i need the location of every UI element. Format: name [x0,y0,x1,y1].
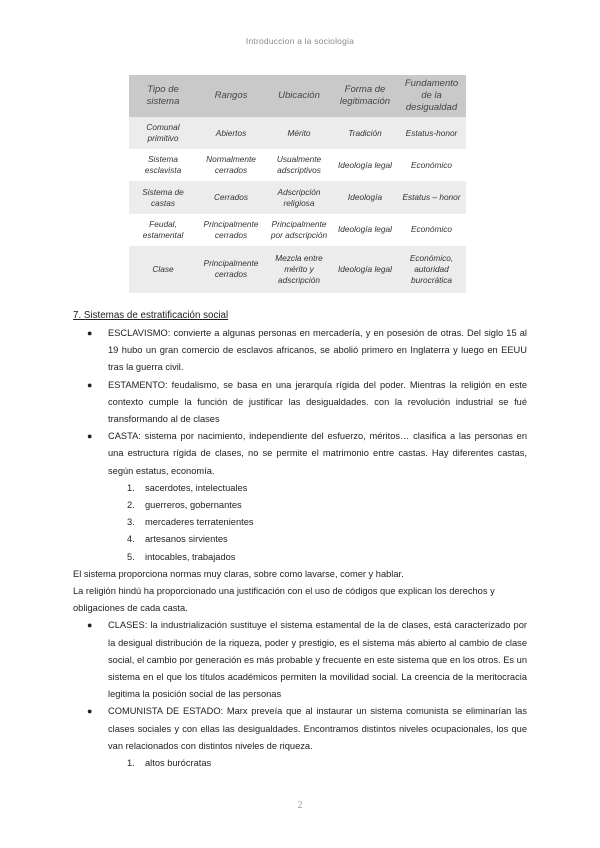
table-cell: Estatus-honor [397,117,466,149]
table-cell: Feudal, estamental [129,214,197,246]
list-item [73,703,527,755]
table-row [129,149,466,181]
table-cell: Ideología [333,181,397,213]
table-cell: Ideología legal [333,149,397,181]
table-cell: Clase [129,246,197,293]
paragraph: La religión hindú ha proporcionado una justificación con el uso de códigos que explican los derechos y obligaciones de cada casta. [73,586,495,614]
bullet-icon: ● [87,328,93,338]
table-row [129,246,466,293]
numbered-item: 1. sacerdotes, intelectuales [127,482,248,493]
table-row [129,181,466,213]
numbered-item-text: mercaderes terratenientes [145,517,254,528]
list-item [73,325,527,377]
numbered-item: 4. artesanos sirvientes [127,534,228,545]
numbered-item-text: sacerdotes, intelectuales [145,482,248,493]
table-row [129,117,466,149]
page-number: 2 [297,800,303,811]
table-header-cell: Tipo de sistema [129,75,197,117]
bullet-icon: ● [87,379,93,390]
numbered-item: 2. guerreros, gobernantes [127,500,242,511]
stratification-table-grid [129,75,466,293]
numbered-item: 1. altos burócratas [127,758,212,769]
list-item-text: ESTAMENTO: feudalismo, se basa en una jerarquía rígida del poder. Mientras la religión en este contexto cumple la función de justificar las desigualdades. con la revolución industrial se fué transformando al de clases [108,379,527,425]
table-cell: Sistema esclavista [129,149,197,181]
bullet-icon: ● [87,620,93,631]
numbered-item-text: artesanos sirvientes [145,534,228,545]
numbered-item-text: guerreros, gobernantes [145,500,242,511]
table-cell: Ideología legal [333,246,397,293]
list-item-text: COMUNISTA DE ESTADO: Marx preveía que al instaurar un sistema comunista se eliminarían las clases sociales y con ellas las desigualdades. Encontramos distintos niveles ocupacionales, los que van relacionados con distintos niveles de riqueza. [108,706,527,751]
table-cell: Principalmente por adscripción [265,214,333,246]
table-cell: Económico [397,149,466,181]
numbered-item-text: altos burócratas [145,758,212,769]
list-item [73,377,527,429]
table-header-cell: Ubicación [265,75,333,117]
table-cell: Principalmente cerrados [197,214,265,246]
table-cell: Mérito [265,117,333,149]
list-item-text: CLASES: la industrialización sustituye el sistema estamental de la de clases, está caracterizado por la desigual distribución de la riqueza, poder y prestigio, es el sistema más abierto al cambio de clase social, el cambio por generación es más probable y frecuente en este sistema que en los otros. Es un sistema en el que los títulos académicos permiten la movilidad social. La creencia de la meritocracia legitima la posición social de las personas [108,620,527,700]
table-cell: Usualmente adscriptivos [265,149,333,181]
table-cell: Económico, autoridad burocrática [397,246,466,293]
table-cell: Sistema de castas [129,181,197,213]
document-body [73,325,527,772]
bullet-icon: ● [87,431,93,442]
table-cell: Ideología legal [333,214,397,246]
list-item [73,617,527,703]
numbered-item: 3. mercaderes terratenientes [127,517,254,528]
list-item [73,428,527,480]
table-cell: Comunal primitivo [129,117,197,149]
table-cell: Abiertos [197,117,265,149]
table-cell: Económico [397,214,466,246]
list-item-text: CASTA: sistema por nacimiento, independiente del esfuerzo, méritos… clasifica a las personas en una estructura rígida de clases, no se permite el matrimonio entre castas. Hay diferentes castas, según estatus, economía. [108,431,527,476]
table-cell: Estatus – honor [397,181,466,213]
table-header-cell: Fundamento de la desigualdad [397,75,466,117]
list-item-text: ESCLAVISMO: convierte a algunas personas en mercadería, y en posesión de otras. Del siglo 15 al 19 hubo un gran comercio de esclavos africanos, se abolió primero en Inglaterra y luego en EEUU tras la guerra civil. [108,328,527,373]
table-header-cell: Rangos [197,75,265,117]
paragraph: El sistema proporciona normas muy claras, sobre como lavarse, comer y hablar. [73,568,404,579]
table-cell: Adscripción religiosa [265,181,333,213]
stratification-table [129,75,466,293]
table-row [129,214,466,246]
numbered-item: 5. intocables, trabajados [127,551,236,562]
numbered-item-text: intocables, trabajados [145,551,236,562]
table-cell: Normalmente cerrados [197,149,265,181]
table-cell: Mezcla entre mérito y adscripción [265,246,333,293]
bullet-icon: ● [87,706,93,717]
table-cell: Cerrados [197,181,265,213]
table-header-cell: Forma de legitimación [333,75,397,117]
page-header: Introduccion a la sociologia [245,36,355,46]
table-header-row [129,75,466,117]
section-title: 7. Sistemas de estratificación social [73,310,229,321]
table-cell: Tradición [333,117,397,149]
table-cell: Principalmente cerrados [197,246,265,293]
